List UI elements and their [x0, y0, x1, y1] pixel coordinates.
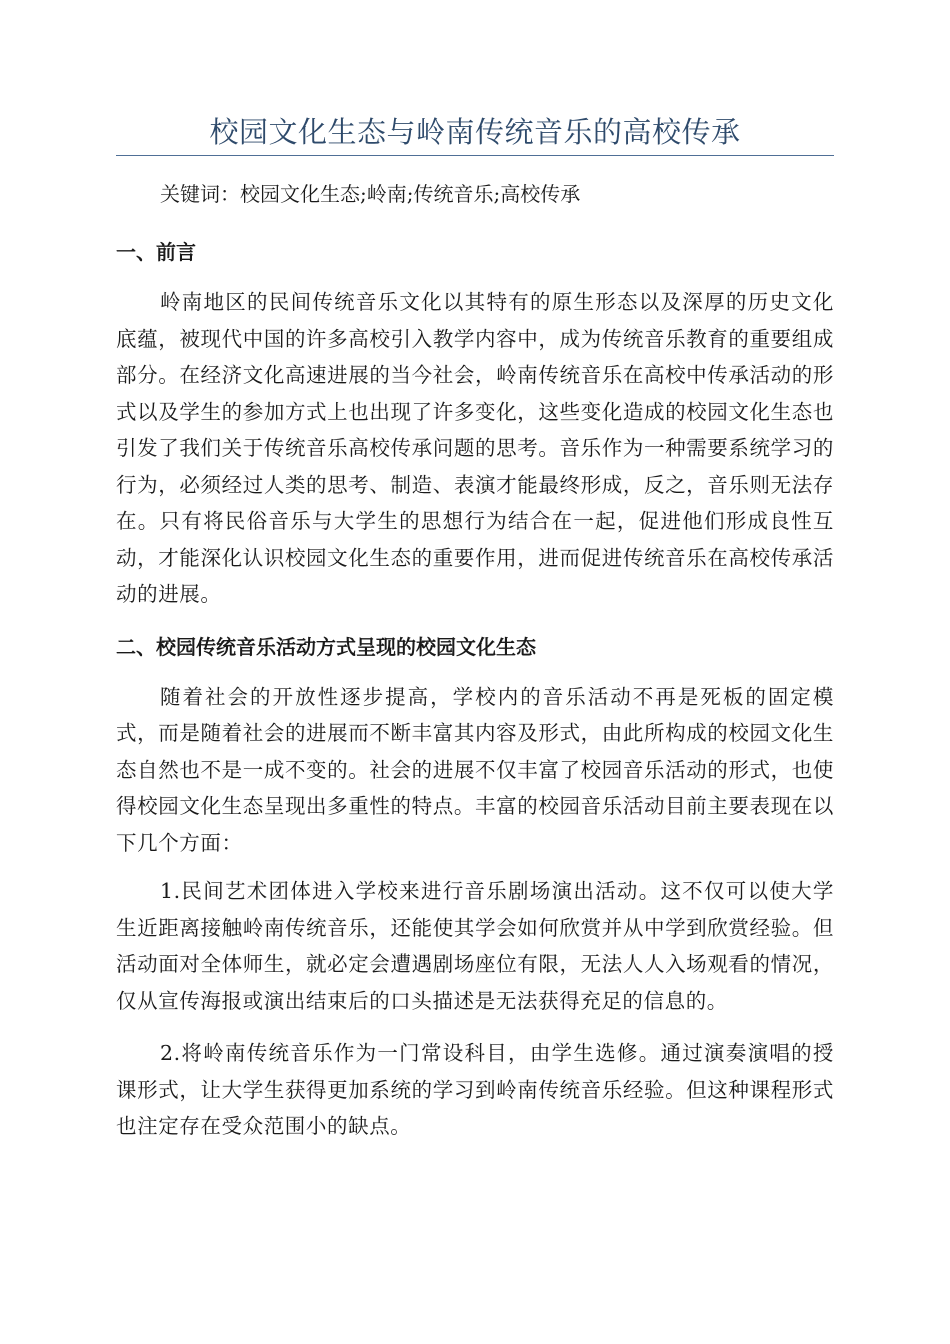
- section-heading-preface: 一、前言: [116, 240, 196, 264]
- section-heading-campus-music: 二、校园传统音乐活动方式呈现的校园文化生态: [116, 634, 536, 659]
- paragraph: 岭南地区的民间传统音乐文化以其特有的原生形态以及深厚的历史文化底蕴，被现代中国的许多高校引入教学内容中，成为传统音乐教育的重要组成部分。在经济文化高速进展的当今社会，岭南传统音乐在高校中传承活动的形式以及学生的参加方式上也出现了许多变化，这些变化造成的校园文化生态也引发了我们关于传统音乐高校传承问题的思考。音乐作为一种需要系统学习的行为，必须经过人类的思考、制造、表演才能最终形成，反之，音乐则无法存在。只有将民俗音乐与大学生的思想行为结合在一起，促进他们形成良性互动，才能深化认识校园文化生态的重要作用，进而促进传统音乐在高校传承活动的进展。: [116, 290, 834, 606]
- paragraph: 随着社会的开放性逐步提高，学校内的音乐活动不再是死板的固定模式，而是随着社会的进展而不断丰富其内容及形式，由此所构成的校园文化生态自然也不是一成不变的。社会的进展不仅丰富了校园音乐活动的形式，也使得校园文化生态呈现出多重性的特点。丰富的校园音乐活动目前主要表现在以下几个方面：: [116, 684, 834, 855]
- list-item-paragraph: 1.民间艺术团体进入学校来进行音乐剧场演出活动。这不仅可以使大学生近距离接触岭南传统音乐，还能使其学会如何欣赏并从中学到欣赏经验。但活动面对全体师生，就必定会遭遇剧场座位有限，无法人人入场观看的情况，仅从宣传海报或演出结束后的口头描述是无法获得充足的信息的。: [116, 879, 834, 1013]
- keywords-line: 关键词：校园文化生态;岭南;传统音乐;高校传承: [160, 182, 581, 206]
- document-title: 校园文化生态与岭南传统音乐的高校传承: [209, 115, 741, 149]
- list-item-paragraph: 2.将岭南传统音乐作为一门常设科目，由学生选修。通过演奏演唱的授课形式，让大学生获得更加系统的学习到岭南传统音乐经验。但这种课程形式也注定存在受众范围小的缺点。: [116, 1041, 834, 1138]
- document-body: [116, 172, 834, 1161]
- title-underline: [116, 155, 834, 156]
